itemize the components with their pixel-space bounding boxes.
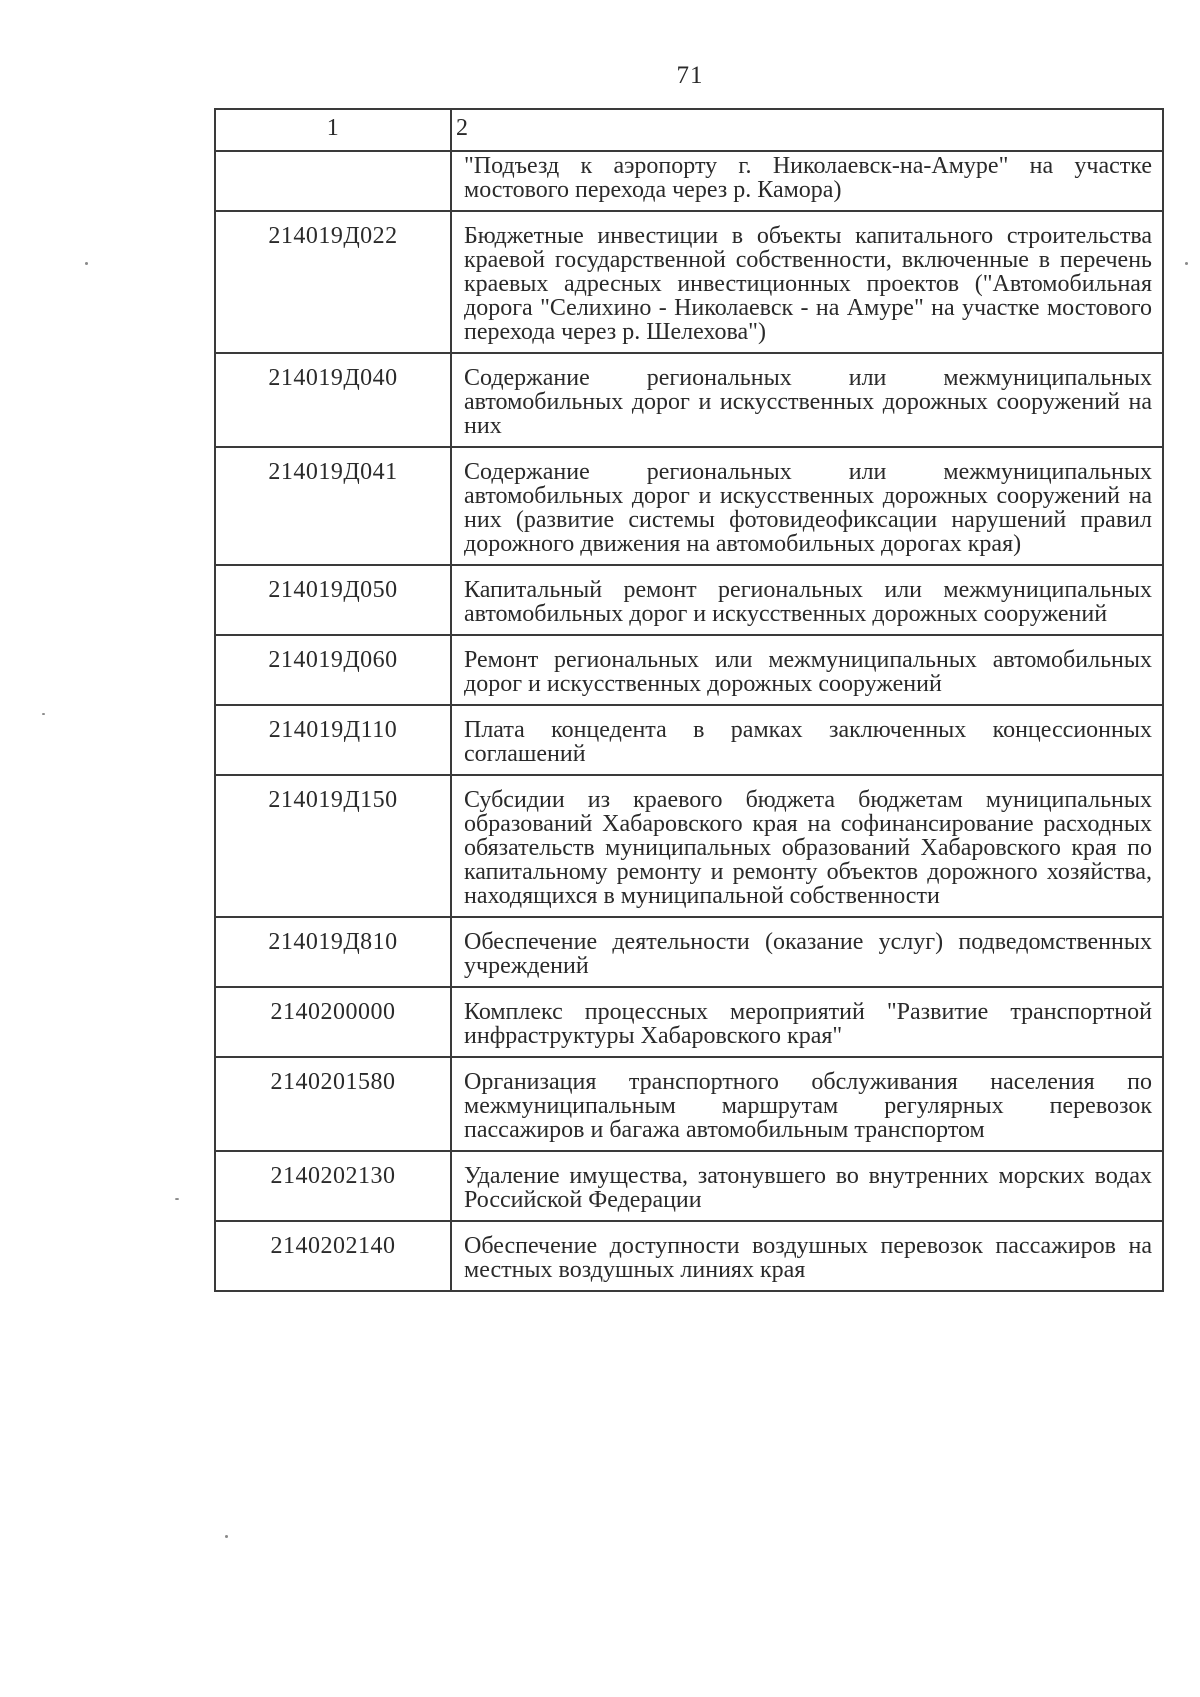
code-cell: 2140202140 — [215, 1221, 451, 1291]
description-cell: Субсидии из краевого бюджета бюджетам муниципальных образований Хабаровского края на софинансирование расходных обязательств муниципальных образований Хабаровского края по капитальному ремонту и ремонту объектов дорожного хозяйства, находящихся в муниципальной собственности — [451, 775, 1163, 917]
description-cell: Обеспечение деятельности (оказание услуг) подведомственных учреждений — [451, 917, 1163, 987]
continuation-text-cell: "Подъезд к аэропорту г. Николаевск-на-Амуре" на участке мостового перехода через р. Камора) — [451, 151, 1163, 211]
scan-speck — [225, 1535, 228, 1538]
table-body — [215, 109, 1163, 1291]
code-cell: 214019Д810 — [215, 917, 451, 987]
table-row — [215, 1057, 1163, 1151]
description-cell: Удаление имущества, затонувшего во внутренних морских водах Российской Федерации — [451, 1151, 1163, 1221]
code-cell: 214019Д150 — [215, 775, 451, 917]
description-cell: Бюджетные инвестиции в объекты капитального строительства краевой государственной собственности, включенные в перечень краевых адресных инвестиционных проектов ("Автомобильная дорога "Селихино - Николаевск - на Амуре" на участке мостового перехода через р. Шелехова") — [451, 211, 1163, 353]
code-cell: 214019Д040 — [215, 353, 451, 447]
header-cell-name: 2 — [451, 109, 1163, 151]
description-cell: Содержание региональных или межмуниципальных автомобильных дорог и искусственных дорожных сооружений на них (развитие системы фотовидеофиксации нарушений правил дорожного движения на автомобильных дорогах края) — [451, 447, 1163, 565]
budget-codes-table — [214, 108, 1164, 1292]
scan-speck — [175, 1198, 179, 1200]
code-cell: 214019Д060 — [215, 635, 451, 705]
budget-codes-table-wrapper — [214, 108, 1164, 1292]
description-cell: Капитальный ремонт региональных или межмуниципальных автомобильных дорог и искусственных дорожных сооружений — [451, 565, 1163, 635]
code-cell: 214019Д110 — [215, 705, 451, 775]
code-cell: 2140202130 — [215, 1151, 451, 1221]
code-cell: 214019Д050 — [215, 565, 451, 635]
table-row — [215, 775, 1163, 917]
table-row — [215, 635, 1163, 705]
table-row — [215, 987, 1163, 1057]
scan-speck — [85, 262, 88, 265]
description-cell: Организация транспортного обслуживания населения по межмуниципальным маршрутам регулярных перевозок пассажиров и багажа автомобильным транспортом — [451, 1057, 1163, 1151]
code-cell: 2140200000 — [215, 987, 451, 1057]
table-row — [215, 917, 1163, 987]
table-row — [215, 705, 1163, 775]
continuation-code-cell — [215, 151, 451, 211]
description-cell: Обеспечение доступности воздушных перевозок пассажиров на местных воздушных линиях края — [451, 1221, 1163, 1291]
page-number: 71 — [676, 62, 704, 89]
table-row — [215, 211, 1163, 353]
table-header-row — [215, 109, 1163, 151]
table-row — [215, 565, 1163, 635]
description-cell: Содержание региональных или межмуниципальных автомобильных дорог и искусственных дорожных сооружений на них — [451, 353, 1163, 447]
description-cell: Плата концедента в рамках заключенных концессионных соглашений — [451, 705, 1163, 775]
table-row — [215, 1151, 1163, 1221]
table-row — [215, 1221, 1163, 1291]
continuation-row — [215, 151, 1163, 211]
code-cell: 214019Д022 — [215, 211, 451, 353]
code-cell: 214019Д041 — [215, 447, 451, 565]
description-cell: Комплекс процессных мероприятий "Развитие транспортной инфраструктуры Хабаровского края" — [451, 987, 1163, 1057]
table-row — [215, 447, 1163, 565]
scan-speck — [1185, 262, 1188, 265]
table-row — [215, 353, 1163, 447]
header-cell-code: 1 — [215, 109, 451, 151]
scan-speck — [42, 713, 45, 715]
code-cell: 2140201580 — [215, 1057, 451, 1151]
description-cell: Ремонт региональных или межмуниципальных автомобильных дорог и искусственных дорожных сооружений — [451, 635, 1163, 705]
